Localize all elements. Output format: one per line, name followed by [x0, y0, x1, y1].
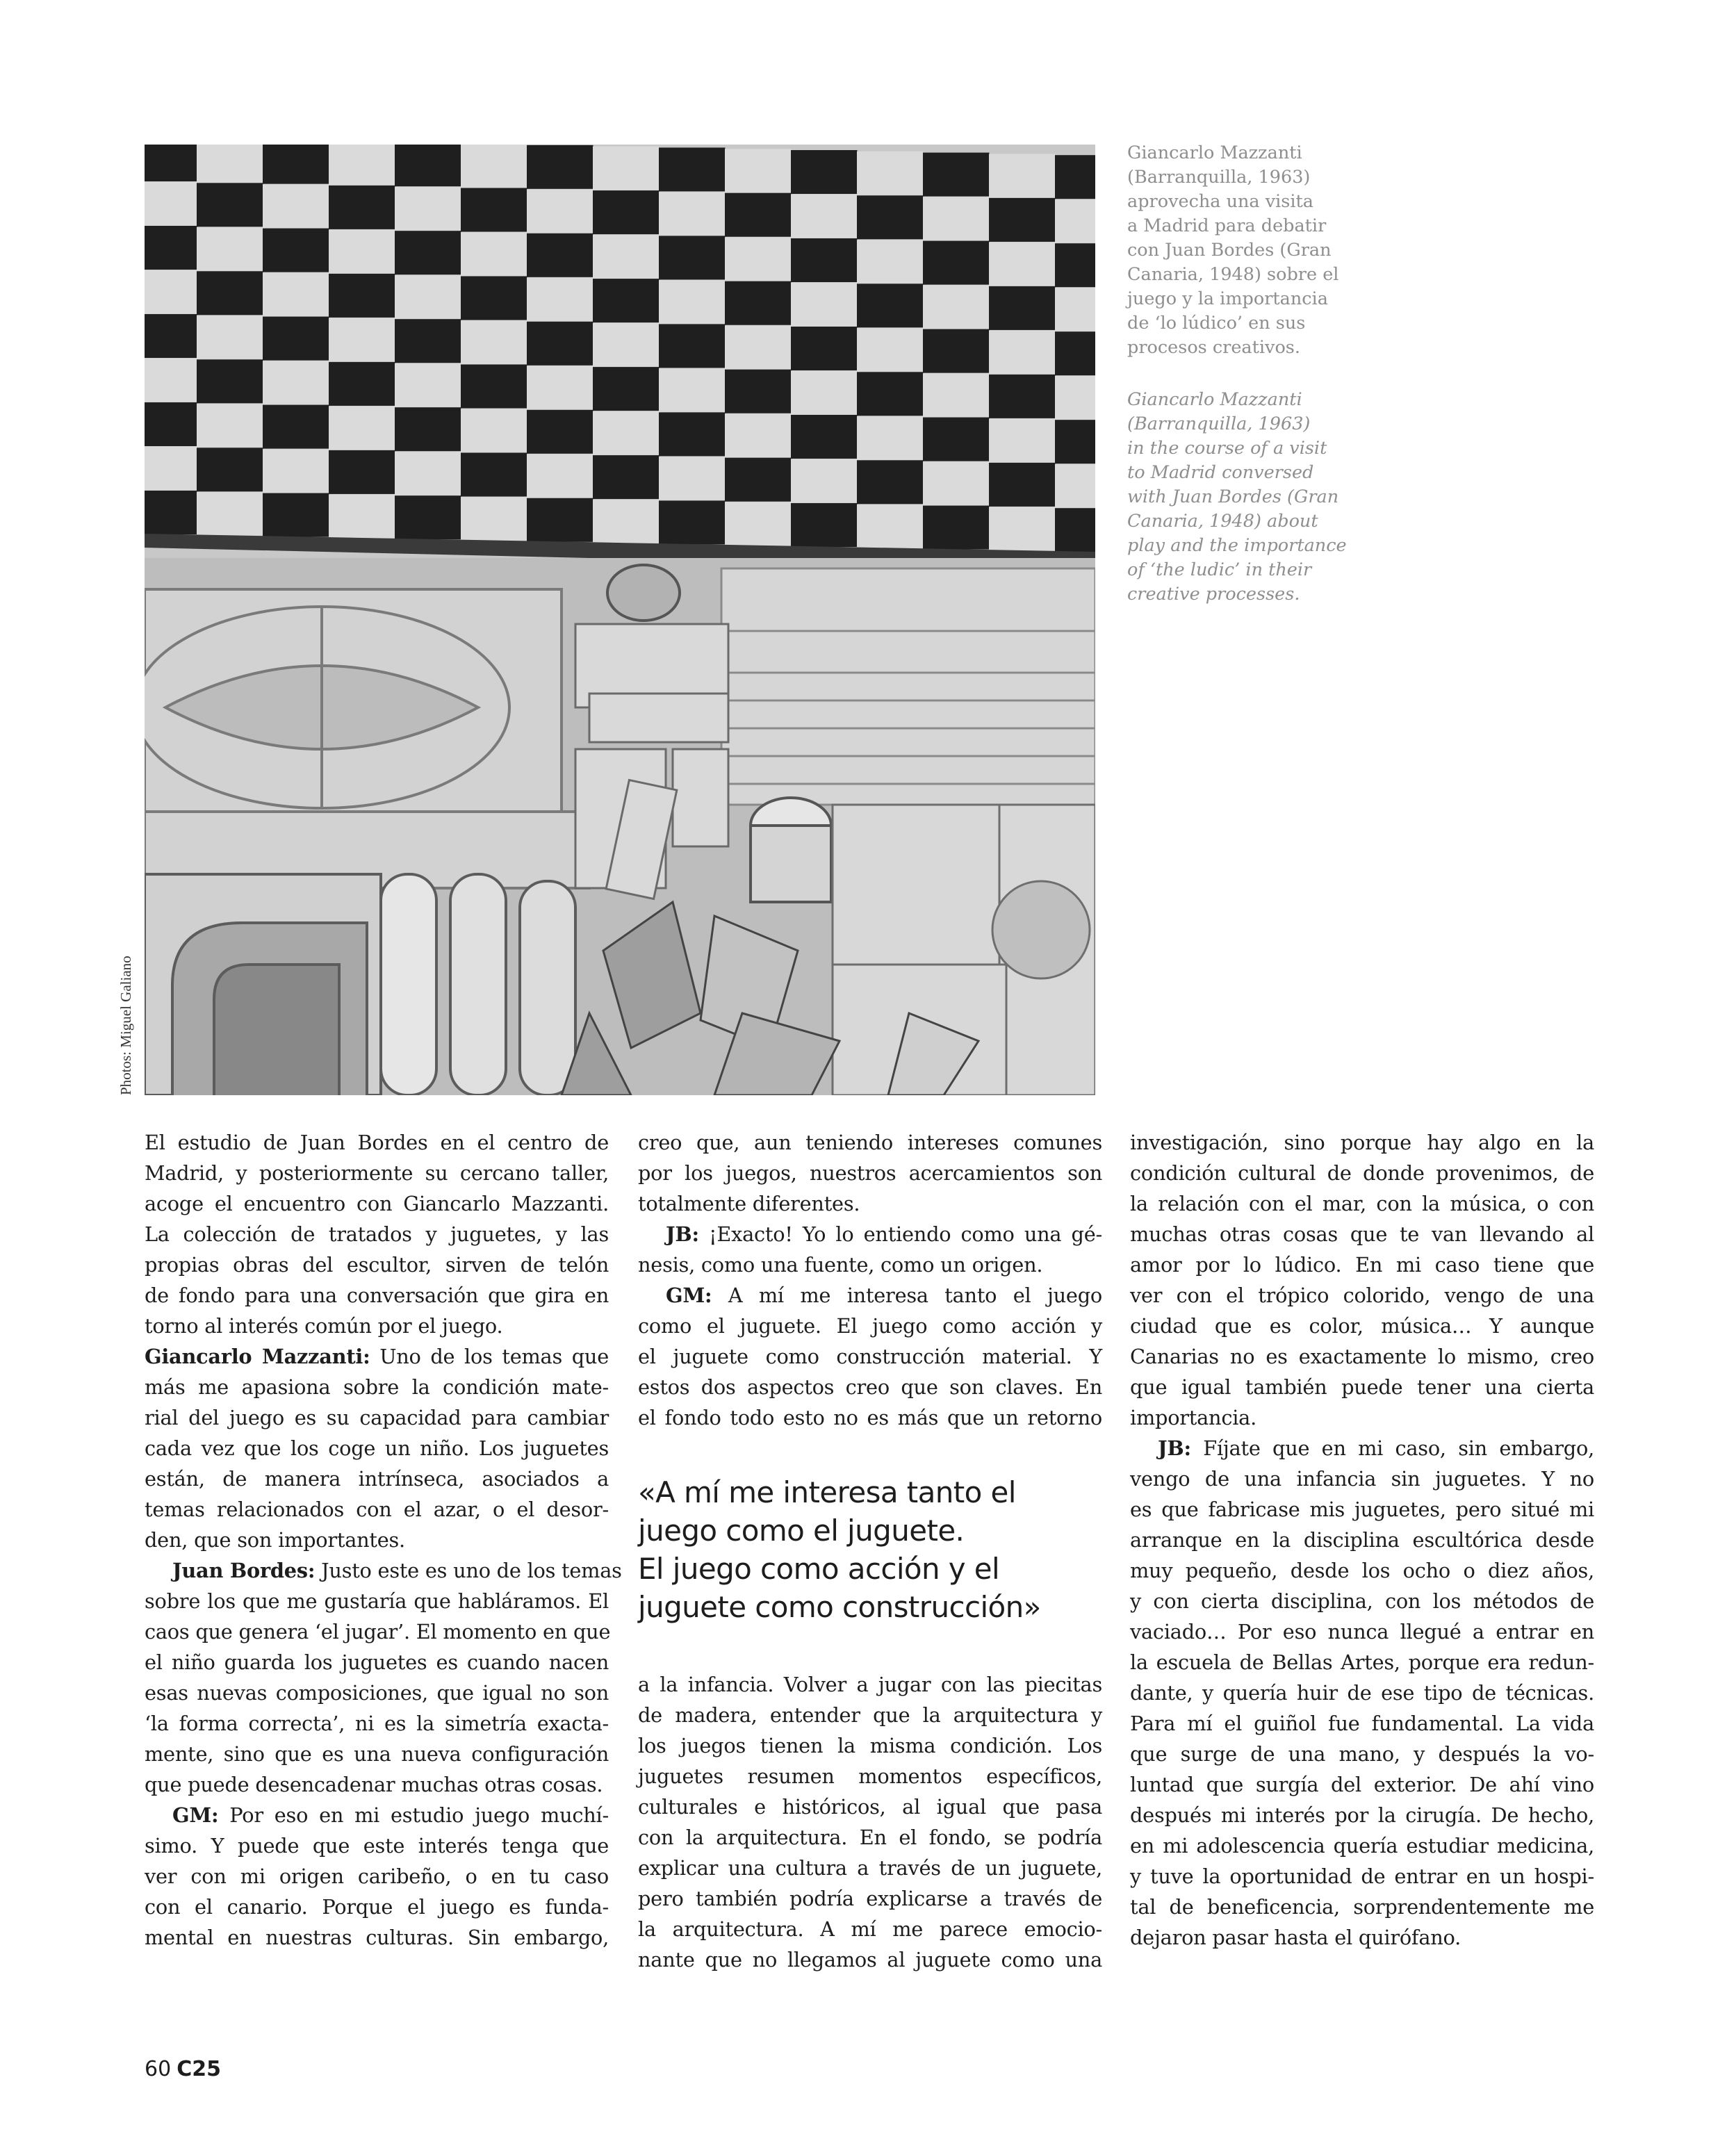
photo-illustration	[145, 145, 1095, 1095]
caption-line: de ‘lo lúdico’ en sus	[1127, 313, 1306, 334]
text-line: luntad que surgía del exterior. De ahí vino	[1130, 1773, 1594, 1796]
chess-square	[527, 410, 593, 454]
paragraph-after-quote	[638, 1669, 1102, 1975]
chess-square	[329, 450, 395, 494]
photo-credit: Photos: Miguel Galiano	[117, 956, 134, 1095]
chess-square	[989, 507, 1056, 550]
chess-square	[989, 463, 1056, 507]
chess-square	[989, 154, 1056, 197]
chess-square	[461, 365, 527, 409]
paragraph-mazzanti-2: GM: Por eso en mi estudio juego muchí- simo. Y puede que este interés tenga que ver con mi origen caribeño, o en tu caso con el canario. Porque el juego es funda- mental en nuestras culturas. Sin embargo,	[145, 1800, 609, 1953]
chess-square	[857, 372, 924, 416]
paragraph-bordes-2: JB: ¡Exacto! Yo lo entiendo como una gé- nesis, como una fuente, como un origen.	[638, 1219, 1102, 1280]
chess-square	[461, 145, 527, 188]
caption-line: Canaria, 1948) sobre el	[1127, 264, 1339, 285]
speaker-name: GM:	[172, 1803, 219, 1827]
caption-line: in the course of a visit	[1127, 438, 1327, 459]
page-number: 60	[145, 2057, 172, 2081]
text-line: nante que no llegamos al juguete como una	[638, 1948, 1102, 1971]
text-line: la escuela de Bellas Artes, porque era redun-	[1130, 1650, 1594, 1674]
caption-line: play and the importance	[1127, 535, 1347, 556]
chess-square	[461, 188, 527, 232]
chess-square	[923, 461, 990, 505]
chess-square	[791, 283, 858, 327]
speaker-name: Juan Bordes:	[172, 1559, 316, 1582]
caption-spanish	[1127, 141, 1357, 360]
speaker-name: GM:	[666, 1284, 712, 1307]
chess-square	[527, 277, 593, 321]
chess-square	[791, 238, 858, 282]
chess-square	[791, 150, 858, 194]
chess-square	[263, 229, 329, 272]
text-line: ciudad que es color, música… Y aunque	[1130, 1314, 1594, 1338]
chess-square	[395, 363, 461, 407]
text-line: la relación con el mar, con la música, o con	[1130, 1192, 1594, 1215]
chess-square	[197, 492, 263, 536]
text-line: más me apasiona sobre la condición mate-	[145, 1375, 609, 1399]
speaker-name: JB:	[666, 1222, 699, 1246]
chess-square	[791, 503, 858, 547]
caption-line: (Barranquilla, 1963)	[1127, 167, 1311, 188]
text-line: sobre los que me gustaría que habláramos. El	[145, 1589, 609, 1613]
text-line: con la arquitectura. En el fondo, se podría	[638, 1826, 1102, 1849]
chess-square	[263, 145, 329, 184]
chess-square	[461, 277, 527, 320]
chess-square	[791, 371, 858, 415]
chess-square	[145, 314, 197, 358]
text-line: culturales e históricos, al igual que pasa	[638, 1795, 1102, 1819]
pull-quote	[638, 1473, 1102, 1626]
chess-square	[1055, 508, 1095, 552]
text-line: y tuve la oportunidad de entrar en un hospi-	[1130, 1864, 1594, 1888]
text-line: pero también podría explicarse a través de	[638, 1887, 1102, 1910]
text-column-3	[1130, 1127, 1594, 1953]
chess-square	[923, 418, 990, 461]
chess-square	[197, 227, 263, 271]
chess-square	[857, 505, 924, 548]
chess-square	[263, 317, 329, 361]
chess-square	[659, 192, 726, 236]
chess-square	[593, 279, 660, 322]
chess-square	[989, 242, 1056, 286]
chess-square	[659, 280, 726, 324]
chess-square	[1055, 243, 1095, 287]
chess-square	[145, 402, 197, 446]
text-line: temas relacionados con el azar, o el desor-	[145, 1498, 609, 1521]
chess-square	[725, 325, 792, 369]
chess-square	[145, 145, 197, 181]
page-folio	[145, 2057, 221, 2081]
chess-square	[791, 195, 858, 238]
chess-square	[329, 229, 395, 273]
text-line: en mi adolescencia quería estudiar medicina,	[1130, 1834, 1594, 1858]
chess-square	[659, 457, 726, 500]
caption-english	[1127, 388, 1357, 607]
chess-square	[1055, 155, 1095, 199]
text-line: de fondo para una conversación que gira en	[145, 1284, 609, 1307]
text-line: muchas otras cosas que te van llevando al	[1130, 1222, 1594, 1246]
chess-square	[989, 286, 1056, 330]
chess-square	[659, 147, 726, 191]
caption-line: (Barranquilla, 1963)	[1127, 413, 1311, 434]
pull-quote-line: juego como el juguete.	[638, 1514, 965, 1548]
chess-square	[527, 366, 593, 409]
chess-square	[145, 226, 197, 270]
chess-square	[659, 236, 726, 279]
chess-square	[659, 412, 726, 456]
text-line: El estudio de Juan Bordes en el centro de	[145, 1131, 609, 1154]
chess-square	[857, 195, 924, 239]
speaker-name: JB:	[1158, 1436, 1191, 1460]
chess-square	[263, 361, 329, 404]
chess-square	[857, 240, 924, 284]
chess-square	[395, 231, 461, 274]
pull-quote-line: El juego como acción y el	[638, 1552, 1000, 1586]
text-line: mente, sino que es una nueva configuración	[145, 1742, 609, 1766]
chess-square	[263, 184, 329, 228]
chess-square	[527, 145, 593, 189]
chess-square	[923, 241, 990, 285]
text-line: rial del juego es su capacidad para cambiar	[145, 1406, 609, 1429]
text-line: el juguete como construcción material. Y	[638, 1345, 1102, 1368]
chess-square	[923, 373, 990, 417]
chess-square	[791, 327, 858, 370]
text-line: esas nuevas composiciones, que igual no son	[145, 1681, 609, 1705]
text-line: cada vez que los coge un niño. Los juguetes	[145, 1436, 609, 1460]
chess-square	[329, 145, 395, 185]
text-line: condición cultural de donde provenimos, de	[1130, 1161, 1594, 1185]
chess-square	[593, 323, 660, 367]
text-line: que puede desencadenar muchas otras cosas.	[145, 1773, 603, 1796]
text-line: juguetes resumen momentos específicos,	[638, 1764, 1102, 1788]
chess-square	[659, 324, 726, 368]
text-line: investigación, sino porque hay algo en la	[1130, 1131, 1594, 1154]
chess-square	[791, 415, 858, 459]
text-column-2	[638, 1127, 1102, 1975]
chess-square	[145, 447, 197, 491]
chess-square	[395, 275, 461, 319]
text-line: acoge el encuentro con Giancarlo Mazzanti.	[145, 1192, 609, 1215]
text-line: los juegos tienen la misma condición. Los	[638, 1734, 1102, 1757]
text-line: arranque en la disciplina escultórica desde	[1130, 1528, 1594, 1552]
text-line: como el juguete. El juego como acción y	[638, 1314, 1102, 1338]
chess-square	[329, 494, 395, 538]
chess-square	[1055, 288, 1095, 331]
chess-square	[197, 404, 263, 448]
caption-line: procesos creativos.	[1127, 337, 1300, 358]
chess-square	[989, 198, 1056, 242]
paragraph-continuation	[638, 1127, 1102, 1219]
caption-line: creative processes.	[1127, 584, 1300, 605]
chess-square	[857, 416, 924, 460]
chess-square	[395, 319, 461, 363]
text-column-1	[145, 1127, 622, 1953]
text-line: simo. Y puede que este interés tenga que	[145, 1834, 609, 1858]
chess-square	[791, 459, 858, 503]
chess-square	[197, 145, 263, 183]
text-line: que surge de una mano, y después la vo-	[1130, 1742, 1594, 1766]
text-line: vengo de una infancia sin juguetes. Y no	[1130, 1467, 1594, 1491]
text-line: estos dos aspectos creo que son claves. En	[638, 1375, 1102, 1399]
chess-square	[659, 368, 726, 412]
chess-square	[145, 491, 197, 534]
chess-square	[145, 270, 197, 314]
chess-square	[527, 233, 593, 277]
chess-square	[593, 235, 660, 279]
chess-square	[725, 413, 792, 457]
caption-line: to Madrid conversed	[1127, 462, 1314, 483]
chess-square	[725, 502, 792, 546]
chess-square	[1055, 464, 1095, 508]
chess-square	[923, 285, 990, 329]
paragraph-mazzanti-3: GM: A mí me interesa tanto el juego como el juguete. El juego como acción y el juguete como construcción material. Y estos dos aspectos creo que son claves. En el fondo todo esto no es más que un retorno	[638, 1280, 1102, 1433]
chess-square	[197, 271, 263, 315]
chess-square	[989, 418, 1056, 462]
chess-square	[329, 318, 395, 361]
chess-square	[329, 186, 395, 229]
chess-square	[923, 506, 990, 550]
chess-square	[395, 187, 461, 231]
chess-square	[329, 406, 395, 450]
chess-square	[145, 182, 197, 226]
chess-square	[923, 197, 990, 240]
chess-square	[989, 330, 1056, 374]
chess-square	[593, 411, 660, 455]
caption-line: juego y la importancia	[1127, 288, 1328, 309]
chess-square	[593, 455, 660, 499]
chess-square	[857, 151, 924, 195]
caption-line: of ‘the ludic’ in their	[1127, 559, 1312, 580]
text-line: Canarias no es exactamente lo mismo, creo	[1130, 1345, 1594, 1368]
chess-square	[527, 498, 593, 542]
pull-quote-line: juguete como construcción»	[638, 1590, 1041, 1624]
chess-square	[1055, 376, 1095, 420]
text-line: importancia.	[1130, 1406, 1257, 1429]
text-line: totalmente diferentes.	[638, 1192, 860, 1215]
chess-square	[725, 149, 792, 192]
caption-line: a Madrid para debatir	[1127, 215, 1327, 236]
text-line: mental en nuestras culturas. Sin embargo,	[145, 1926, 609, 1949]
chess-square	[263, 405, 329, 449]
chess-square	[989, 375, 1056, 418]
text-line: torno al interés común por el juego.	[145, 1314, 503, 1338]
chess-square	[461, 453, 527, 497]
paragraph-bordes-3: JB: Fíjate que en mi caso, sin embargo, vengo de una infancia sin juguetes. Y no es que fabricase mis juguetes, pero situé mi arranque en la disciplina escultórica desde muy pequeño, desde los ocho o diez años, y con cierta disciplina, con los métodos de vaciado… Por eso nunca llegué a entrar en la escuela de Bellas Artes, porque era redun- dante, y quería huir de ese tipo de técnicas. Para mí el guiñol fue fundamental. La vida que surge de una mano, y después la vo- luntad que surgía del exterior. De ahí vino después mi interés por la cirugía. De hecho, en mi adolescencia quería estudiar medicina, y tuve la oportunidad de entrar en un hospi- tal de beneficencia, sorprendentemente me dejaron pasar hasta el quirófano.	[1130, 1433, 1594, 1953]
chess-square	[527, 322, 593, 366]
chessboard-pattern	[145, 145, 1095, 552]
chess-square	[659, 500, 726, 544]
paragraph-mazzanti-1: Giancarlo Mazzanti: Uno de los temas que más me apasiona sobre la condición mate- rial del juego es su capacidad para cambiar cada vez que los coge un niño. Los juguetes están, de manera intrínseca, asociados a temas relacionados con el azar, o el desor- den, que son importantes.	[145, 1341, 609, 1555]
text-line: de madera, entender que la arquitectura y	[638, 1703, 1102, 1727]
chess-square	[857, 328, 924, 372]
text-line: con el canario. Porque el juego es funda-	[145, 1895, 609, 1919]
caption-line: aprovecha una visita	[1127, 191, 1313, 212]
text-line: nesis, como una fuente, como un origen.	[638, 1253, 1043, 1277]
chess-square	[1055, 331, 1095, 375]
paragraph-continuation	[1130, 1127, 1594, 1433]
chess-square	[527, 454, 593, 498]
chess-square	[461, 232, 527, 276]
chess-square	[145, 359, 197, 402]
caption-line: Giancarlo Mazzanti	[1127, 389, 1302, 410]
chess-square	[1055, 199, 1095, 243]
chess-square	[857, 460, 924, 504]
text-line: que igual también puede tener una cierta	[1130, 1375, 1594, 1399]
text-line: caos que genera ‘el jugar’. El momento en que	[145, 1620, 611, 1643]
chess-square	[197, 359, 263, 403]
chess-square	[461, 320, 527, 364]
text-line: ver con el trópico colorido, vengo de una	[1130, 1284, 1594, 1307]
text-line: el niño guarda los juguetes es cuando nacen	[145, 1650, 609, 1674]
text-line: el fondo todo esto no es más que un retorno	[638, 1406, 1102, 1429]
chess-square	[263, 272, 329, 316]
chess-square	[1055, 420, 1095, 464]
chess-square	[197, 448, 263, 491]
chess-square	[527, 189, 593, 233]
chess-square	[593, 367, 660, 411]
chess-square	[329, 362, 395, 406]
text-line: dante, y quería huir de ese tipo de técnicas.	[1130, 1681, 1594, 1705]
chess-square	[725, 370, 792, 413]
text-line: a la infancia. Volver a jugar con las piecitas	[638, 1673, 1102, 1696]
chess-square	[197, 183, 263, 227]
text-line: amor por lo lúdico. En mi caso tiene que	[1130, 1253, 1594, 1277]
chess-square	[395, 407, 461, 451]
caption-line: Canaria, 1948) about	[1127, 511, 1318, 532]
text-line: por los juegos, nuestros acercamientos son	[638, 1161, 1102, 1185]
text-line: La colección de tratados y juguetes, y las	[145, 1222, 609, 1246]
chess-square	[725, 281, 792, 325]
chess-square	[593, 147, 660, 190]
text-line: es que fabricase mis juguetes, pero situé mi	[1130, 1498, 1594, 1521]
chess-square	[725, 237, 792, 281]
caption-line: Giancarlo Mazzanti	[1127, 142, 1302, 163]
text-line: Para mí el guiñol fue fundamental. La vida	[1130, 1712, 1594, 1735]
text-line: muy pequeño, desde los ocho o diez años,	[1130, 1559, 1594, 1582]
text-line: ver con mi origen caribeño, o en tu caso	[145, 1864, 609, 1888]
text-line: propias obras del escultor, sirven de telón	[145, 1253, 609, 1277]
text-line: después mi interés por la cirugía. De hecho,	[1130, 1803, 1594, 1827]
chess-square	[461, 409, 527, 452]
chess-square	[395, 452, 461, 495]
chess-square	[857, 284, 924, 327]
chess-square	[329, 274, 395, 318]
magazine-logo: C25	[177, 2057, 221, 2081]
pull-quote-line: «A mí me interesa tanto el	[638, 1475, 1016, 1509]
text-line: creo que, aun teniendo intereses comunes	[638, 1131, 1102, 1154]
text-line: den, que son importantes.	[145, 1528, 405, 1552]
text-line: ‘la forma correcta’, ni es la simetría exacta-	[145, 1712, 609, 1735]
caption-line: con Juan Bordes (Gran	[1127, 240, 1332, 261]
intro-paragraph	[145, 1127, 609, 1341]
text-line: tal de beneficencia, sorprendentemente me	[1130, 1895, 1594, 1919]
text-line: vaciado… Por eso nunca llegué a entrar en	[1130, 1620, 1594, 1643]
chess-square	[263, 449, 329, 493]
chess-square	[923, 329, 990, 373]
chess-square	[197, 315, 263, 359]
chess-square	[725, 458, 792, 502]
chess-square	[395, 145, 461, 186]
text-line: están, de manera intrínseca, asociados a	[145, 1467, 609, 1491]
chess-square	[923, 153, 990, 197]
photo-chess-and-wooden-blocks	[145, 145, 1095, 1095]
text-line: dejaron pasar hasta el quirófano.	[1130, 1926, 1461, 1949]
chess-square	[593, 190, 660, 234]
text-line: la arquitectura. A mí me parece emocio-	[638, 1917, 1102, 1941]
text-line: y con cierta disciplina, con los métodos de	[1130, 1589, 1594, 1613]
chess-square	[725, 193, 792, 237]
chess-square	[395, 495, 461, 539]
speaker-name: Giancarlo Mazzanti:	[145, 1345, 370, 1368]
caption-line: with Juan Bordes (Gran	[1127, 486, 1339, 507]
text-line: explicar una cultura a través de un juguete,	[638, 1856, 1102, 1880]
chess-square	[263, 493, 329, 537]
chess-square	[461, 497, 527, 541]
paragraph-bordes-1: Juan Bordes: Justo este es uno de los temas sobre los que me gustaría que habláramos. El caos que genera ‘el jugar’. El momento en que el niño guarda los juguetes es cuando nacen esas nuevas composiciones, que igual no son ‘la forma correcta’, ni es la simetría exacta- mente, sino que es una nueva configuración que puede desencadenar muchas otras cosas.	[145, 1555, 609, 1800]
chess-square	[593, 500, 660, 543]
text-line: Madrid, y posteriormente su cercano taller,	[145, 1161, 609, 1185]
